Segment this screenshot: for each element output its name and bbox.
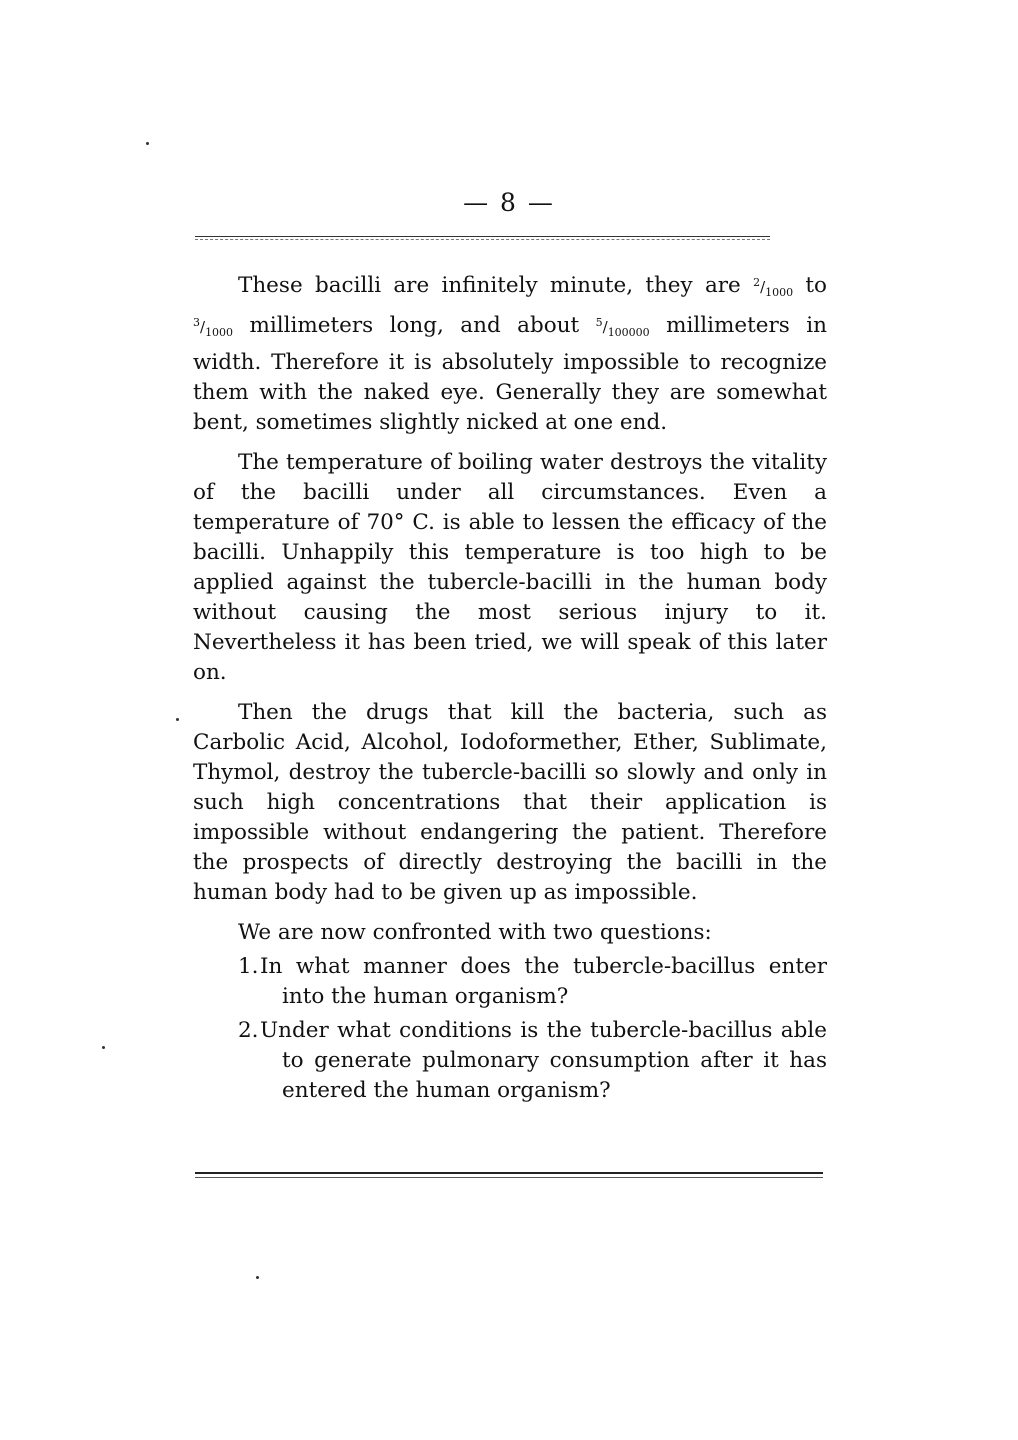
list-item-number: 2. [238,1018,259,1043]
list-item-text: Under what conditions is the tubercle-bacillus able to generate pulmonary consumption after it has entered the human organism? [260,1018,827,1103]
paragraph-text: to [805,273,827,298]
paragraph-questions-intro: We are now confronted with two questions: [238,920,712,945]
list-item [193,952,827,1012]
list-item-text: In what manner does the tubercle-bacillus enter into the human organism? [260,954,827,1009]
bottom-divider [195,1172,823,1174]
paragraph-bacilli-size [193,268,827,438]
fraction-denominator: 100000 [607,326,650,339]
body-text [193,268,827,1110]
list-item [193,1016,827,1106]
fraction-numerator: 5 [595,316,603,329]
scan-speck [146,142,149,145]
scan-speck [176,718,179,721]
paragraph-text: millimeters in width. Therefore it is absolutely impossible to recognize them with the naked eye. Generally they are somewhat bent, sometimes slightly nicked at one end. [193,313,827,435]
scan-speck [256,1276,259,1279]
questions-list [193,952,827,1106]
top-divider [195,236,770,237]
paragraph-temperature: The temperature of boiling water destroys the vitality of the bacilli under all circumstances. Even a temperature of 70° C. is able to lessen the efficacy of the bacilli. Unhappily this temperature is too high to be applied against the tubercle-bacilli in the human body without causing the most serious injury to it. Nevertheless it has been tried, we will speak of this later on. [193,450,827,685]
paragraph-text: millimeters long, and about [249,313,580,338]
scan-speck [102,1046,105,1049]
fraction-numerator: 2 [753,276,761,289]
fraction-denominator: 1000 [205,326,234,339]
fraction-denominator: 1000 [765,286,794,299]
fraction: $^2/_{1000}$ [753,276,794,299]
list-item-number: 1. [238,954,259,979]
paragraph-drugs: Then the drugs that kill the bacteria, such as Carbolic Acid, Alcohol, Iodoformether, Ether, Sublimate, Thymol, destroy the tubercle-bacilli so slowly and only in such high concentrations that their application is impossible without endangering the patient. Therefore the prospects of directly destroying the bacilli in the human body had to be given up as impossible. [193,700,827,905]
fraction-numerator: 3 [193,316,200,329]
fraction: $^5/_{100000}$ [595,316,650,339]
paragraph-text: These bacilli are infinitely minute, they are [238,273,741,298]
fraction: $^3/_{1000}$ [193,316,234,339]
page-number: — 8 — [463,188,555,217]
